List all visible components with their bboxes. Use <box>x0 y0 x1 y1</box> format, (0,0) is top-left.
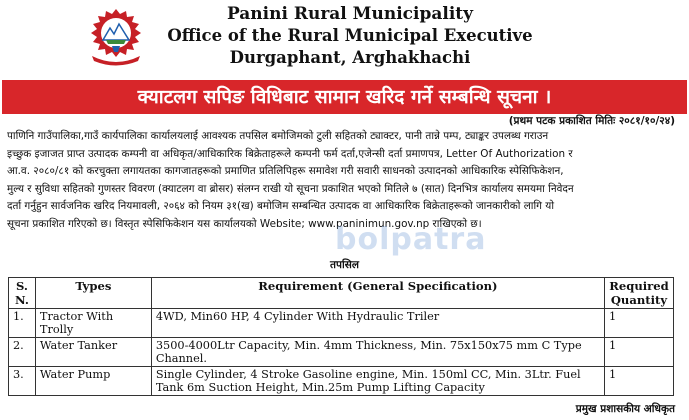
cell-sn: 1. <box>9 309 36 338</box>
table-row <box>9 338 674 367</box>
header-requirement: Requirement (General Specification) <box>151 278 604 309</box>
publication-date: (प्रथम पटक प्रकाशित मितिः २०८१/१०/२४) <box>508 115 675 127</box>
cell-type: Water Pump <box>35 367 151 396</box>
body-line: दर्ता गर्नुहुन सार्वजनिक खरिद नियमावली, २०६४ को नियम ३१(ख) बमोजिम सम्बन्धित उत्पादक वा आधिकारिक बिक्रेताहरूको जानकारीको लागि यो <box>7 200 555 212</box>
nepal-emblem-icon <box>84 6 148 68</box>
body-line: मुल्य र सुविधा सहितको गुणस्तर विवरण (क्याटलग वा ब्रोसर) संलग्न राखी यो सूचना प्रकाशित भएको मितिले ७ (सात) दिनभित्र कार्यालय समयमा निवेदन <box>7 182 574 195</box>
cell-quantity: 1 <box>604 309 673 338</box>
cell-quantity: 1 <box>604 367 673 396</box>
office-name: Office of the Rural Municipal Executive <box>167 26 533 45</box>
table-row <box>9 309 674 338</box>
municipality-name: Panini Rural Municipality <box>226 4 474 24</box>
cell-requirement: 4WD, Min60 HP, 4 Cylinder With Hydraulic Triler <box>151 309 604 338</box>
office-location: Durgaphant, Arghakhachi <box>229 48 471 67</box>
header-types: Types <box>35 278 151 309</box>
watermark: bolpatra <box>335 222 487 257</box>
requirements-table <box>8 277 674 396</box>
table-header-row <box>9 278 674 309</box>
notice-body <box>7 128 683 233</box>
notice-title-banner: क्याटलग सपिङ विधिबाट सामान खरिद गर्ने सम्बन्धि सूचना । <box>2 80 687 114</box>
body-line: इच्छुक इजाजत प्राप्त उत्पादक कम्पनी वा अधिकृत/आधिकारिक बिक्रेताहरूले कम्पनी फर्म दर्ता,एजेन्सी दर्ता प्रमाणपत्र, Letter Of Authorization र <box>7 147 573 160</box>
cell-requirement: Single Cylinder, 4 Stroke Gasoline engine, Min. 150ml CC, Min. 3Ltr. Fuel Tank 6m Suction Height, Min.25m Pump Lifting Capacity <box>151 367 604 396</box>
header-sn: S. N. <box>9 278 36 309</box>
cell-sn: 3. <box>9 367 36 396</box>
body-line: सूचना प्रकाशित गरिएको छ। विस्तृत स्पेसिफिकेशन यस कार्यालयको Website; www.paninimun.gov.np राखिएको छ। <box>7 217 482 230</box>
body-line: पाणिनि गाउँपालिका,गाउँ कार्यपालिका कार्यालयलाई आवश्यक तपसिल बमोजिमको टुली सहितको ट्याक्टर, पानी तान्ने पम्प, ट्याङ्कर उपलब्ध गराउन <box>7 130 549 142</box>
body-line: आ.व. २०८०/८१ को करचुक्ता लगायतका कागजातहरूको प्रमाणित प्रतिलिपिहरू समावेश गरी सवारी साधनको उत्पादनको आधिकारिक स्पेसिफिकेशन, <box>7 165 564 177</box>
cell-type: Water Tanker <box>35 338 151 367</box>
cell-sn: 2. <box>9 338 36 367</box>
cell-requirement: 3500-4000Ltr Capacity, Min. 4mm Thickness, Min. 75x150x75 mm C Type Channel. <box>151 338 604 367</box>
schedule-heading: तपसिल <box>330 259 359 271</box>
header-quantity: Required Quantity <box>604 278 673 309</box>
cell-quantity: 1 <box>604 338 673 367</box>
signatory-title: प्रमुख प्रशासकीय अधिकृत <box>575 403 675 415</box>
cell-type: Tractor With Trolly <box>35 309 151 338</box>
table-row <box>9 367 674 396</box>
